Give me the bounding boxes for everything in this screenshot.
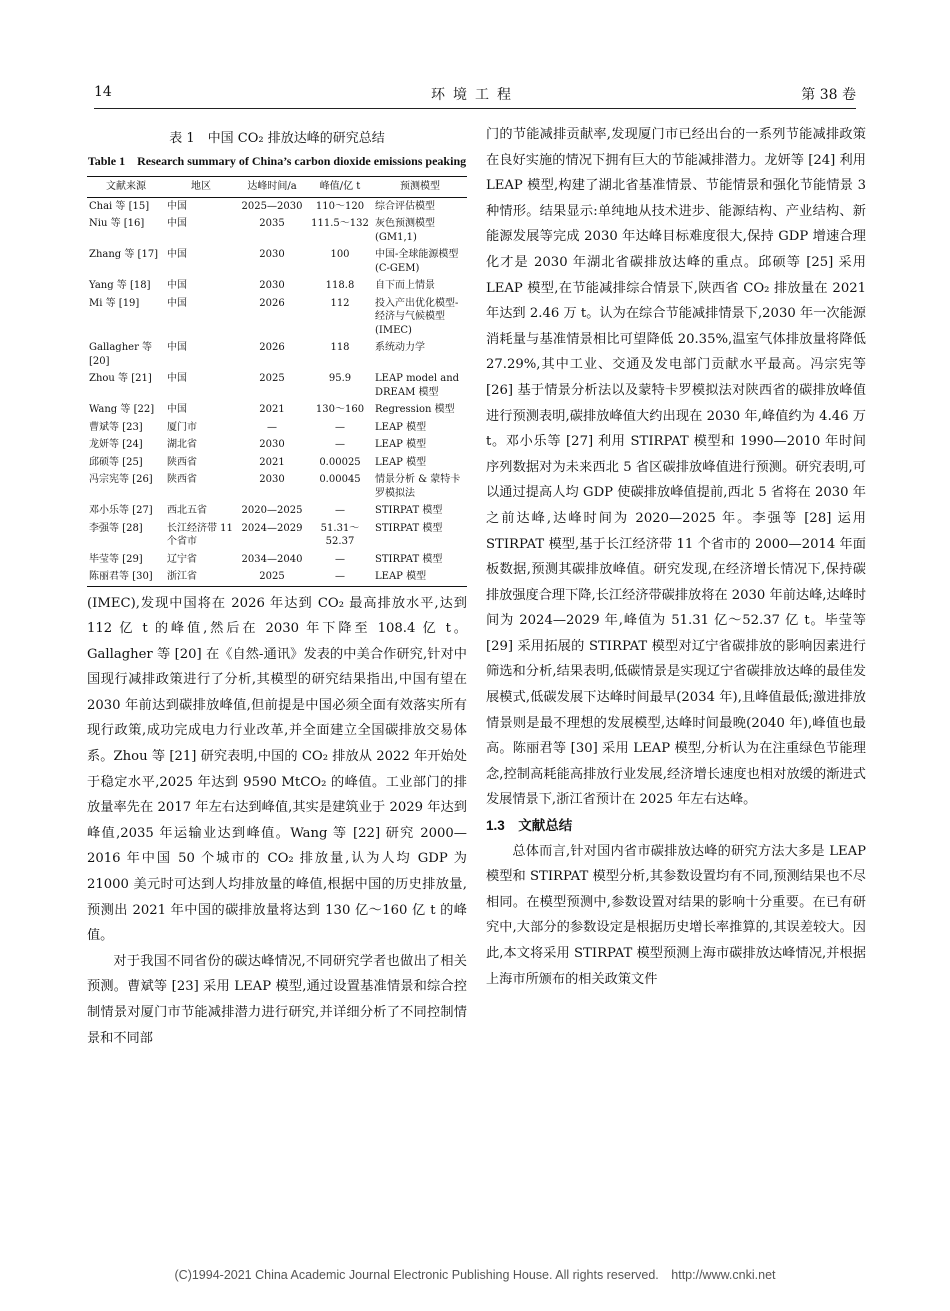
table-cell: Yang 等 [18] [89,280,151,291]
table-cell: 中国 [167,218,187,229]
table-cell: 中国-全球能源模型(C-GEM) [375,249,459,274]
paragraph: 对于我国不同省份的碳达峰情况,不同研究学者也做出了相关预测。曹斌等 [23] 采用 LEAP 模型,通过设置基准情景和综合控制情景对厦门市节能减排潜力进行研究,并详细分析了不同控制情景和不同部 [87,953,467,1046]
table-cell: 李强等 [28] [89,522,143,534]
table-cell: 陕西省 [167,456,197,468]
table-cell: Niu 等 [16] [89,218,145,229]
table-cell: 陕西省 [167,474,197,485]
table-cell: 2035 [259,218,285,229]
table-cell: 95.9 [328,373,352,384]
running-header [94,84,856,108]
table-cell: 龙妍等 [24] [89,439,143,450]
copyright-footer: (C)1994-2021 China Academic Journal Electronic Publishing House. All rights reserved. http://www.cnki.net [174,1268,776,1282]
table-row [87,471,467,502]
header-rule [94,108,856,109]
table-row [87,502,467,520]
table-row [87,215,467,246]
table-cell: — [335,439,345,450]
table-cell: 中国 [167,404,187,415]
table-cell: Zhou 等 [21] [89,373,152,384]
table-cell: 2026 [259,297,285,309]
table-cell: 2020—2025 [241,505,303,516]
table-header-row [87,177,467,198]
table-row [87,370,467,401]
table-cell: 2030 [259,439,285,450]
table-cell: 毕莹等 [29] [89,553,143,565]
table-cell: 中国 [167,280,187,291]
right-column [486,122,866,992]
table-cell: 0.00025 [319,456,361,468]
table-row [87,568,467,586]
table-cell: 浙江省 [167,571,197,582]
left-column [87,122,467,1051]
table-cell: 118.8 [325,280,355,291]
table-caption-en: Table 1 Research summary of China’s carbon dioxide emissions peaking [87,154,467,168]
paragraph: 门的节能减排贡献率,发现厦门市已经出台的一系列节能减排政策在良好实施的情况下拥有巨大的节能减排潜力。龙妍等 [24] 利用 LEAP 模型,构建了湖北省基准情景、节能情景和强化节能情景 3 种情形。结果显示:单纯地从技术进步、能源结构、产业结构、新能源发展等完成 2030 年达峰目标难度很大,保持 GDP 增速合理化才是 2030 年湖北省碳排放达峰的重点。邱硕等 [25] 采用 LEAP 模型,在节能减排综合情景下,陕西省 CO₂ 排放量在 2021 年达到 2.46 万 t。认为在综合节能减排情景下,2030 年一次能源消耗量与基准情景相比可望降低 20.35%,温室气体排放量将降低 27.29%,其中工业、交通及发电部门贡献水平最高。冯宗宪等 [26] 基于情景分析法以及蒙特卡罗模拟法对陕西省的碳排放峰值进行预测表明,碳排放峰值大约出现在 2030 年,峰值约为 4.46 万 t。邓小乐等 [27] 利用 STIRPAT 模型和 1990—2010 年时间序列数据对为未来西北 5 省区碳排放峰值进行预测。研究表明,可以通过提高人均 GDP 使碳排放峰值提前,西北 5 省将在 2030 年之前达峰,达峰时间为 2020—2025 年。李强等 [28] 运用 STIRPAT 模型,基于长江经济带 11 个省市的 2000—2014 年面板数据,预测其碳排放峰值。研究发现,在经济增长情况下,保持碳排放强度合理下降,长江经济带碳排放将在 2030 年前达峰,达峰时间为 2024—2029 年,峰值为 51.31 亿～52.37 亿 t。毕莹等 [29] 采用拓展的 STIRPAT 模型对辽宁省碳排放的影响因素进行筛选和分析,结果表明,低碳情景是实现辽宁省碳排放达峰的最佳发展模式,低碳发展下达峰时间最早(2034 年),且峰值最低;激进排放情景则是最不理想的发展模型,达峰时间最晚(2040 年),峰值也最高。陈丽君等 [30] 采用 LEAP 模型,分析认为在注重绿色节能理念,控制高耗能高排放行业发展,经济增长速度也相对放缓的渐进式发展情景下,浙江省预计在 2025 年左右达峰。 [486,127,867,808]
right-body-text [486,122,866,992]
table-cell: 陈丽君等 [30] [89,571,153,582]
table-cell: Chai 等 [15] [89,200,150,212]
col-header-peak-value: 峰值/亿 t [319,181,361,192]
journal-name: 环境工程 [431,87,519,103]
table-row [87,520,467,551]
volume-label: 第 38 卷 [801,87,856,103]
col-header-source: 文献来源 [106,181,146,192]
table-caption-cn: 表 1 中国 CO₂ 排放达峰的研究总结 [169,131,385,146]
paragraph: 总体而言,针对国内省市碳排放达峰的研究方法大多是 LEAP 模型和 STIRPAT 模型分析,其参数设置均有不同,预测结果也不尽相同。在模型预测中,参数设置对结果的影响十分重要。在已有研究中,大部分的参数设定是根据历史增长率推算的,其误差较大。因此,本文将采用 STIRPAT 模型预测上海市碳排放达峰情况,并根据上海市所颁布的相关政策文件 [486,843,866,987]
table-body [87,197,467,586]
table-cell: 110～120 [315,200,365,212]
table-cell: 2030 [259,474,285,485]
table-cell: 中国 [167,342,187,353]
table-cell: 自下而上情景 [375,280,435,291]
table-cell: 2026 [259,342,285,353]
table-cell: 中国 [167,200,187,212]
table-cell: 2034—2040 [241,553,303,565]
table-cell: 2021 [259,404,285,415]
table-cell: Wang 等 [22] [89,404,155,415]
col-header-peak-time: 达峰时间/a [247,181,297,192]
table-cell: 辽宁省 [167,553,197,565]
table-cell: 111.5～132 [311,218,369,229]
table-cell: LEAP 模型 [375,456,427,468]
table-cell: 邱硕等 [25] [89,456,143,468]
table-cell: 51.31～52.37 [320,522,360,547]
table-row [87,277,467,295]
table-cell: 情景分析 & 蒙特卡罗模拟法 [375,474,461,499]
table-cell: LEAP model and DREAM 模型 [375,373,460,398]
table-cell: 2025—2030 [241,200,303,212]
table-cell: Gallagher 等 [20] [89,342,153,367]
paragraph: 1.3 文献总结 [486,818,573,834]
table-cell: Mi 等 [19] [89,297,140,309]
table-row [87,454,467,472]
table-row [87,339,467,370]
table-cell: — [267,421,277,433]
table-row [87,401,467,419]
table-cell: — [335,505,345,516]
table-cell: 长江经济带 11 个省市 [167,522,233,547]
table-cell: 2030 [259,280,285,291]
table-row [87,551,467,569]
table-cell: 100 [330,249,350,260]
table-cell: Regression 模型 [375,404,455,415]
table-cell: — [335,553,345,565]
research-summary-table [87,176,467,587]
table-cell: LEAP 模型 [375,571,427,582]
table-cell: 中国 [167,373,187,384]
left-body-text [87,591,467,1052]
table-cell: 2025 [259,571,285,582]
table-cell: 2024—2029 [241,522,303,534]
page-number: 14 [94,84,112,100]
table-cell: 曹斌等 [23] [89,421,143,433]
table-cell: 综合评估模型 [375,200,435,212]
table-cell: 112 [330,297,350,309]
table-cell: 灰色预测模型(GM1,1) [375,218,435,243]
col-header-model: 预测模型 [400,181,440,192]
table-cell: 系统动力学 [375,342,425,353]
table-cell: 2030 [259,249,285,260]
col-header-region: 地区 [191,181,211,192]
table-cell: 投入产出优化模型-经济与气候模型(IMEC) [375,297,459,336]
table-cell: LEAP 模型 [375,421,427,433]
table-cell: — [335,571,345,582]
table-cell: 118 [330,342,350,353]
table-cell: Zhang 等 [17] [89,249,159,260]
table-cell: 湖北省 [167,439,197,450]
table-cell: STIRPAT 模型 [375,553,443,565]
table-cell: 邓小乐等 [27] [89,505,153,516]
table-cell: 冯宗宪等 [26] [89,474,153,485]
table-cell: LEAP 模型 [375,439,427,450]
table-cell: 0.00045 [319,474,361,485]
table-cell: 西北五省 [167,505,207,516]
table-cell: 厦门市 [167,421,197,433]
table-cell: 中国 [167,249,187,260]
table-cell: 中国 [167,297,187,309]
table-cell: 2021 [259,456,285,468]
table-cell: — [335,421,345,433]
table-row [87,197,467,215]
table-cell: 130～160 [315,404,365,415]
table-row [87,419,467,437]
table-row [87,436,467,454]
table-row [87,295,467,340]
table-cell: STIRPAT 模型 [375,522,443,534]
paragraph: (IMEC),发现中国将在 2026 年达到 CO₂ 最高排放水平,达到 112 亿 t 的峰值,然后在 2030 年下降至 108.4 亿 t。Gallagher 等 [20] 在《自然-通讯》发表的中美合作研究,针对中国现行减排政策进行了分析,其模型的研究结果指出,中国有望在 2030 年前达到碳排放峰值,但前提是中国必须全面有效落实所有现行政策,成功完成电力行业改革,并全面建立全国碳排放交易体系。Zhou 等 [21] 研究表明,中国的 CO₂ 排放从 2022 年开始处于稳定水平,2025 年达到 9590 MtCO₂ 的峰值。工业部门的排放量率先在 2017 年左右达到峰值,其实是建筑业于 2029 年达到峰值,2035 年运输业达到峰值。Wang 等 [22] 研究 2000—2016 年中国 50 个城市的 CO₂ 排放量,认为人均 GDP 为 21000 美元时可达到人均排放量的峰值,根据中国的历史排放量,预测出 2021 年中国的碳排放量将达到 130 亿～160 亿 t 的峰值。 [87,595,467,944]
table-row [87,246,467,277]
table-cell: STIRPAT 模型 [375,505,443,516]
table-cell: 2025 [259,373,285,384]
